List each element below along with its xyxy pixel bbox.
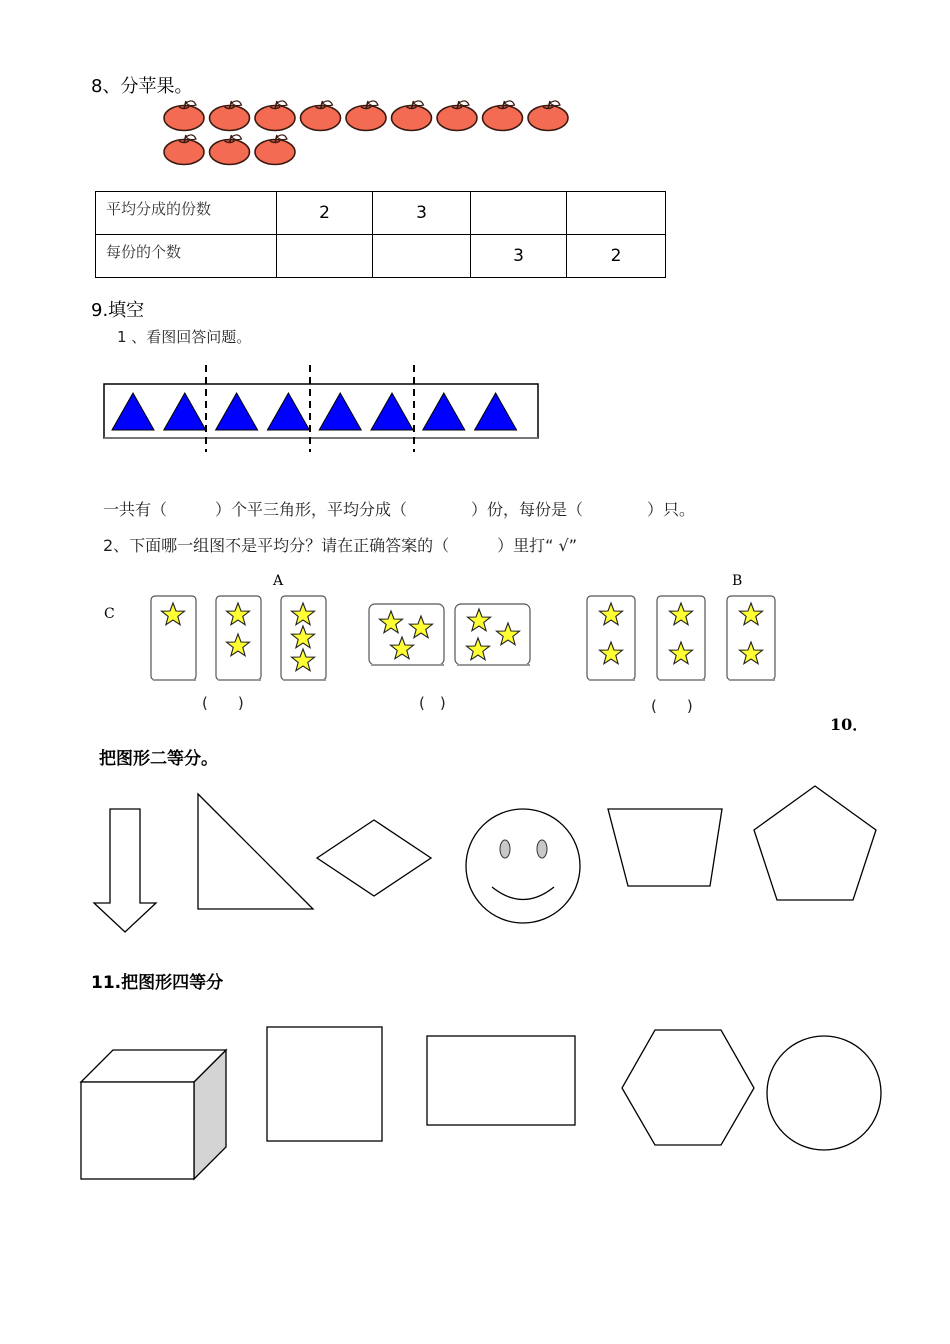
table-cell[interactable] xyxy=(373,235,471,278)
trapezoid-shape xyxy=(608,809,722,886)
apple-icon xyxy=(164,135,204,165)
apple-icon xyxy=(483,101,523,131)
cube-shape xyxy=(81,1050,226,1179)
table-cell[interactable]: 2 xyxy=(567,235,666,278)
option-b-label: B xyxy=(732,573,743,589)
circle-shape xyxy=(767,1036,881,1150)
star-group-c xyxy=(151,596,326,680)
row-header-each: 每份的个数 xyxy=(96,235,277,278)
apple-icon xyxy=(301,101,341,131)
answer-blank-b[interactable]: ( ) xyxy=(651,697,693,715)
table-cell[interactable]: 2 xyxy=(277,192,373,235)
table-cell[interactable] xyxy=(277,235,373,278)
table-row xyxy=(96,235,666,278)
rectangle-shape xyxy=(427,1036,575,1125)
table-row xyxy=(96,192,666,235)
apple-icon xyxy=(392,101,432,131)
option-c-label: C xyxy=(104,606,115,622)
question-10-title: 把图形二等分。 xyxy=(99,749,218,769)
option-a-label: A xyxy=(273,573,284,589)
right-triangle-shape xyxy=(198,794,313,909)
question-8-title: 8、分苹果。 xyxy=(91,76,193,97)
row-header-parts: 平均分成的份数 xyxy=(96,192,277,235)
part-1-title: 1 、看图回答问题。 xyxy=(117,328,252,346)
table-cell[interactable]: 3 xyxy=(373,192,471,235)
part-1-sentence: 一共有（ ）个平三角形，平均分成（ ）份，每份是（ ）只。 xyxy=(103,500,696,519)
arrow-down-shape xyxy=(94,809,156,932)
quartering-shapes xyxy=(0,1015,950,1190)
apple-icon xyxy=(528,101,568,131)
star-group-a xyxy=(369,604,530,665)
apple-icon xyxy=(210,101,250,131)
apple-icon xyxy=(255,101,295,131)
table-cell[interactable] xyxy=(471,192,567,235)
triangles-strip xyxy=(100,360,545,455)
rhombus-shape xyxy=(317,820,431,896)
smiley-face-shape xyxy=(466,809,580,923)
answer-blank-c[interactable]: ( ) xyxy=(202,694,244,712)
question-10-number: 10． xyxy=(830,715,869,734)
part-2-title: 2、下面哪一组图不是平均分？请在正确答案的（ ）里打“ √” xyxy=(103,536,578,555)
table-cell[interactable] xyxy=(567,192,666,235)
apple-icon xyxy=(255,135,295,165)
apples-illustration xyxy=(0,0,950,180)
star-groups xyxy=(0,585,950,690)
question-9-title: 9.填空 xyxy=(91,300,145,321)
hexagon-shape xyxy=(622,1030,754,1145)
question-11-title: 11.把图形四等分 xyxy=(91,973,224,993)
star-group-b xyxy=(587,596,775,680)
halving-shapes xyxy=(0,780,950,940)
answer-blank-a[interactable]: ( ) xyxy=(419,694,446,712)
apple-icon xyxy=(210,135,250,165)
share-table xyxy=(95,191,666,278)
table-cell[interactable]: 3 xyxy=(471,235,567,278)
square-shape xyxy=(267,1027,382,1141)
pentagon-shape xyxy=(754,786,876,900)
apple-icon xyxy=(437,101,477,131)
apple-icon xyxy=(346,101,386,131)
apple-icon xyxy=(164,101,204,131)
